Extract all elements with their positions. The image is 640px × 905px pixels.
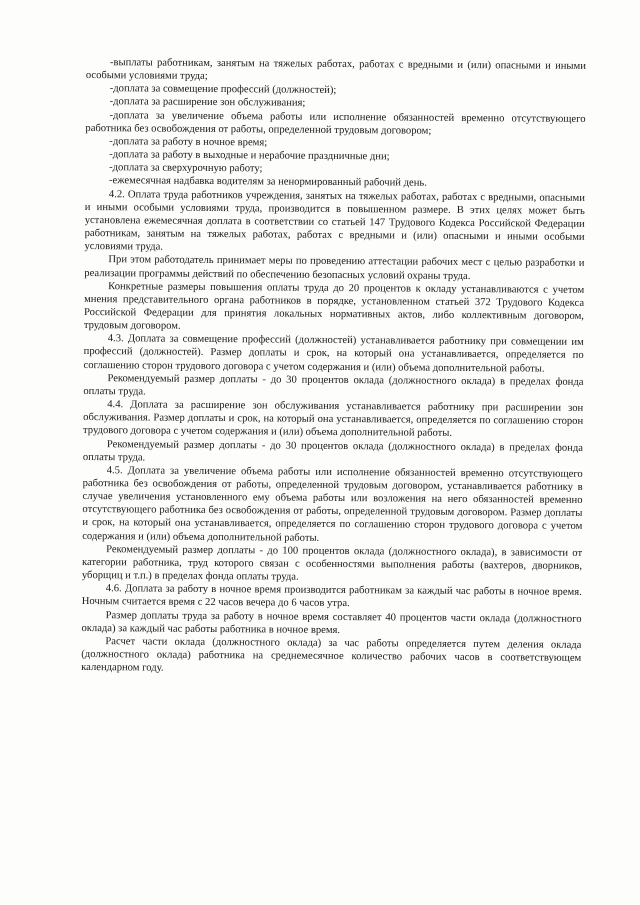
paragraph-4-4: 4.4. Доплата за расширение зон обслуживания устанавливается работнику при расширении зон обслуживания. Размер доплаты и срок, на который она устанавливается, определяется по соглашению сторон трудового договора с учетом содержания и (или) объема дополнительной работы.	[83, 399, 584, 440]
paragraph-4-5: 4.5. Доплата за увеличение объема работы или исполнение обязанностей временно отсутствующего работника без освобождения от работы, определенной трудовым договором, устанавливается работнику в случае увеличения установленного ему объема работы или возложения на него обязанностей временно отсутствующего работника без освобождения от работы, определенной трудовым договором. Размер доплаты и срок, на который она устанавливается, определяется по соглашению сторон трудового договора с учетом содержания и (или) объема дополнительной работы.	[82, 465, 583, 544]
list-item: -выплаты работникам, занятым на тяжелых работах, работах с вредными и (или) опасными и иными особыми условиями труда;	[85, 57, 586, 83]
paragraph: Размер доплаты труда за работу в ночное время составляет 40 процентов части оклада (должностного оклада) за каждый час работы работника в ночное время.	[81, 609, 582, 636]
paragraph-4-6: 4.6. Доплата за работу в ночное время производится работникам за каждый час работы в ночное время. Ночным считается время с 22 часов вечера до 6 часов утра.	[81, 583, 582, 610]
paragraph-4-3: 4.3. Доплата за совмещение профессий (должностей) устанавливается работнику при совмещении им профессий (должностей). Размер доплаты и срок, на который она устанавливается, определяется по соглашению сторон трудового договора с учетом содержания и (или) объема дополнительной работы.	[83, 333, 584, 375]
paragraph-4-2: 4.2. Оплата труда работников учреждения, занятых на тяжелых работах, работах с вредными, опасными и иными особыми условиями труда, производится в повышенном размере. В этих целях может быть установлена ежемесячная доплата в соответствии со статьей 147 Трудового Кодекса Российской Федерации работникам, занятым на тяжелых работах, работах с вредными и (или) опасными и иными особыми условиями труда.	[84, 188, 585, 253]
list-item: -доплата за сверхурочную работу;	[109, 162, 263, 175]
paragraph: Рекомендуемый размер доплаты - до 100 процентов оклада (должностного оклада), в зависимости от категории работника, труд которого связан с особенностями выполнения работы (вахтеров, дворников, уборщиц и т.п.) в пределах фонда оплаты труда.	[81, 543, 583, 583]
paragraph: Рекомендуемый размер доплаты - до 30 процентов оклада (должностного оклада) в пределах фонда оплаты труда.	[82, 438, 583, 464]
paragraph: Рекомендуемый размер доплаты - до 30 процентов оклада (должностного оклада) в пределах фонда оплаты труда.	[83, 372, 584, 398]
list-item: -доплата за увеличение объема работы или исполнение обязанностей временно отсутствующего работника без освобождения от работы, определенной трудовым договором;	[85, 109, 586, 137]
document-body	[81, 56, 586, 678]
paragraph: При этом работодатель принимает меры по проведению аттестации рабочих мест с целью разработки и реализации программы действий по обеспечению безопасных условий охраны труда.	[84, 254, 585, 282]
list-item: -ежемесячная надбавка водителям за ненормированный рабочий день.	[108, 175, 427, 190]
list-item: -доплата за работу в ночное время;	[109, 136, 268, 149]
list-item: -доплата за совмещение профессий (должностей);	[109, 83, 337, 97]
list-item: -доплата за расширение зон обслуживания;	[109, 96, 306, 110]
paragraph: Расчет части оклада (должностного оклада) за час работы определяется путем деления оклада (должностного оклада) работника на среднемесячное количество рабочих часов в соответствующем календарном году.	[81, 636, 582, 674]
list-item: -доплата за работу в выходные и нерабочие праздничные дни;	[109, 149, 390, 163]
paragraph: Конкретные размеры повышения оплаты труда до 20 процентов к окладу устанавливаются с учетом мнения представительного органа работников в порядке, установленном статьей 372 Трудового Кодекса Российской Федерации для принятия локальных нормативных актов, либо коллективным договором, трудовым договором.	[83, 280, 585, 332]
